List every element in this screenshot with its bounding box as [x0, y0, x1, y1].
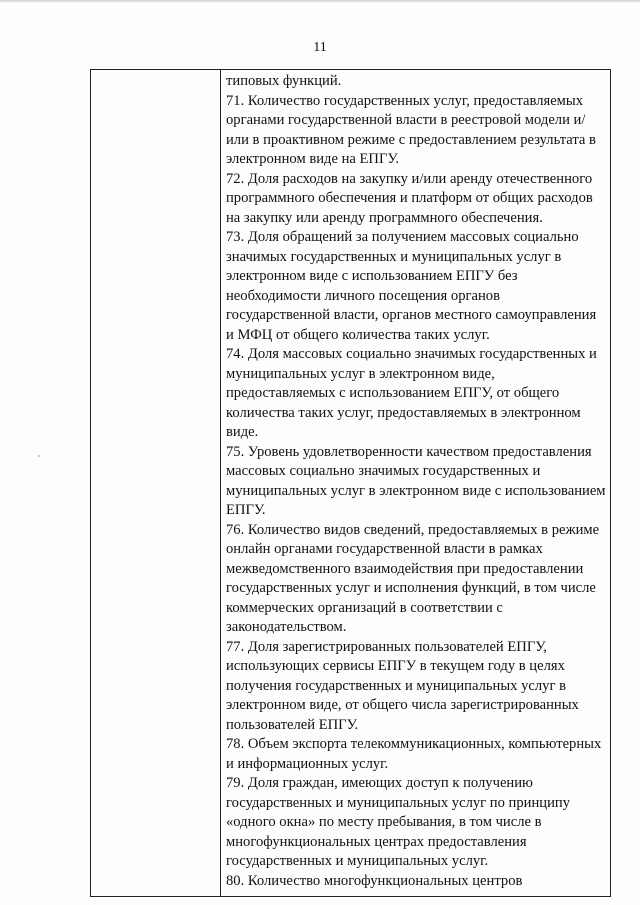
empty-left-cell: [91, 70, 221, 896]
paragraph-75: 75. Уровень удовлетворенности качеством предоставления массовых социально значимых государственных и муниципальных услуг в электронном виде с использованием ЕПГУ.: [226, 443, 606, 518]
indicator-list-cell: [226, 72, 606, 891]
scan-top-edge: [0, 0, 640, 3]
paragraph-80: 80. Количество многофункциональных центров: [226, 872, 523, 889]
paragraph-73: 73. Доля обращений за получением массовых социально значимых государственных и муниципальных услуг в электронном виде с использованием ЕПГУ без необходимости личного посещения органов государственной власти, органов местного самоуправления и МФЦ от общего количества таких услуг.: [226, 229, 597, 343]
scan-speck: [38, 455, 40, 457]
paragraph-79: 79. Доля граждан, имеющих доступ к получению государственных и муниципальных услуг по принципу «одного окна» по месту пребывания, в том числе в многофункциональных центрах предоставления государственных и муниципальных услуг.: [226, 775, 570, 869]
paragraph-77: 77. Доля зарегистрированных пользователей ЕПГУ, использующих сервисы ЕПГУ в текущем году в целях получения государственных и муниципальных услуг в электронном виде, от общего числа зарегистрированных пользователей ЕПГУ.: [226, 638, 579, 733]
paragraph-72: 72. Доля расходов на закупку и/или аренду отечественного программного обеспечения и платформ от общих расходов на закупку или аренду программного обеспечения.: [226, 170, 593, 226]
paragraph-continuation: типовых функций.: [226, 73, 342, 89]
page-number: 11: [313, 40, 327, 55]
paragraph-71: 71. Количество государственных услуг, предоставляемых органами государственной власти в реестровой модели и/или в проактивном режиме с предоставлением результата в электронном виде на ЕПГУ.: [226, 92, 596, 167]
paragraph-78: 78. Объем экспорта телекоммуникационных, компьютерных и информационных услуг.: [226, 736, 602, 772]
paragraph-76: 76. Количество видов сведений, предоставляемых в режиме онлайн органами государственной власти в рамках межведомственного взаимодействия при предоставлении государственных услуг и исполнения функций, в том числе коммерческих организаций в соответствии с законодательством.: [226, 521, 600, 635]
paragraph-74: 74. Доля массовых социально значимых государственных и муниципальных услуг в электронном виде, предоставляемых с использованием ЕПГУ, от общего количества таких услуг, предоставляемых в электронном виде.: [226, 346, 597, 440]
document-table: [90, 69, 611, 897]
